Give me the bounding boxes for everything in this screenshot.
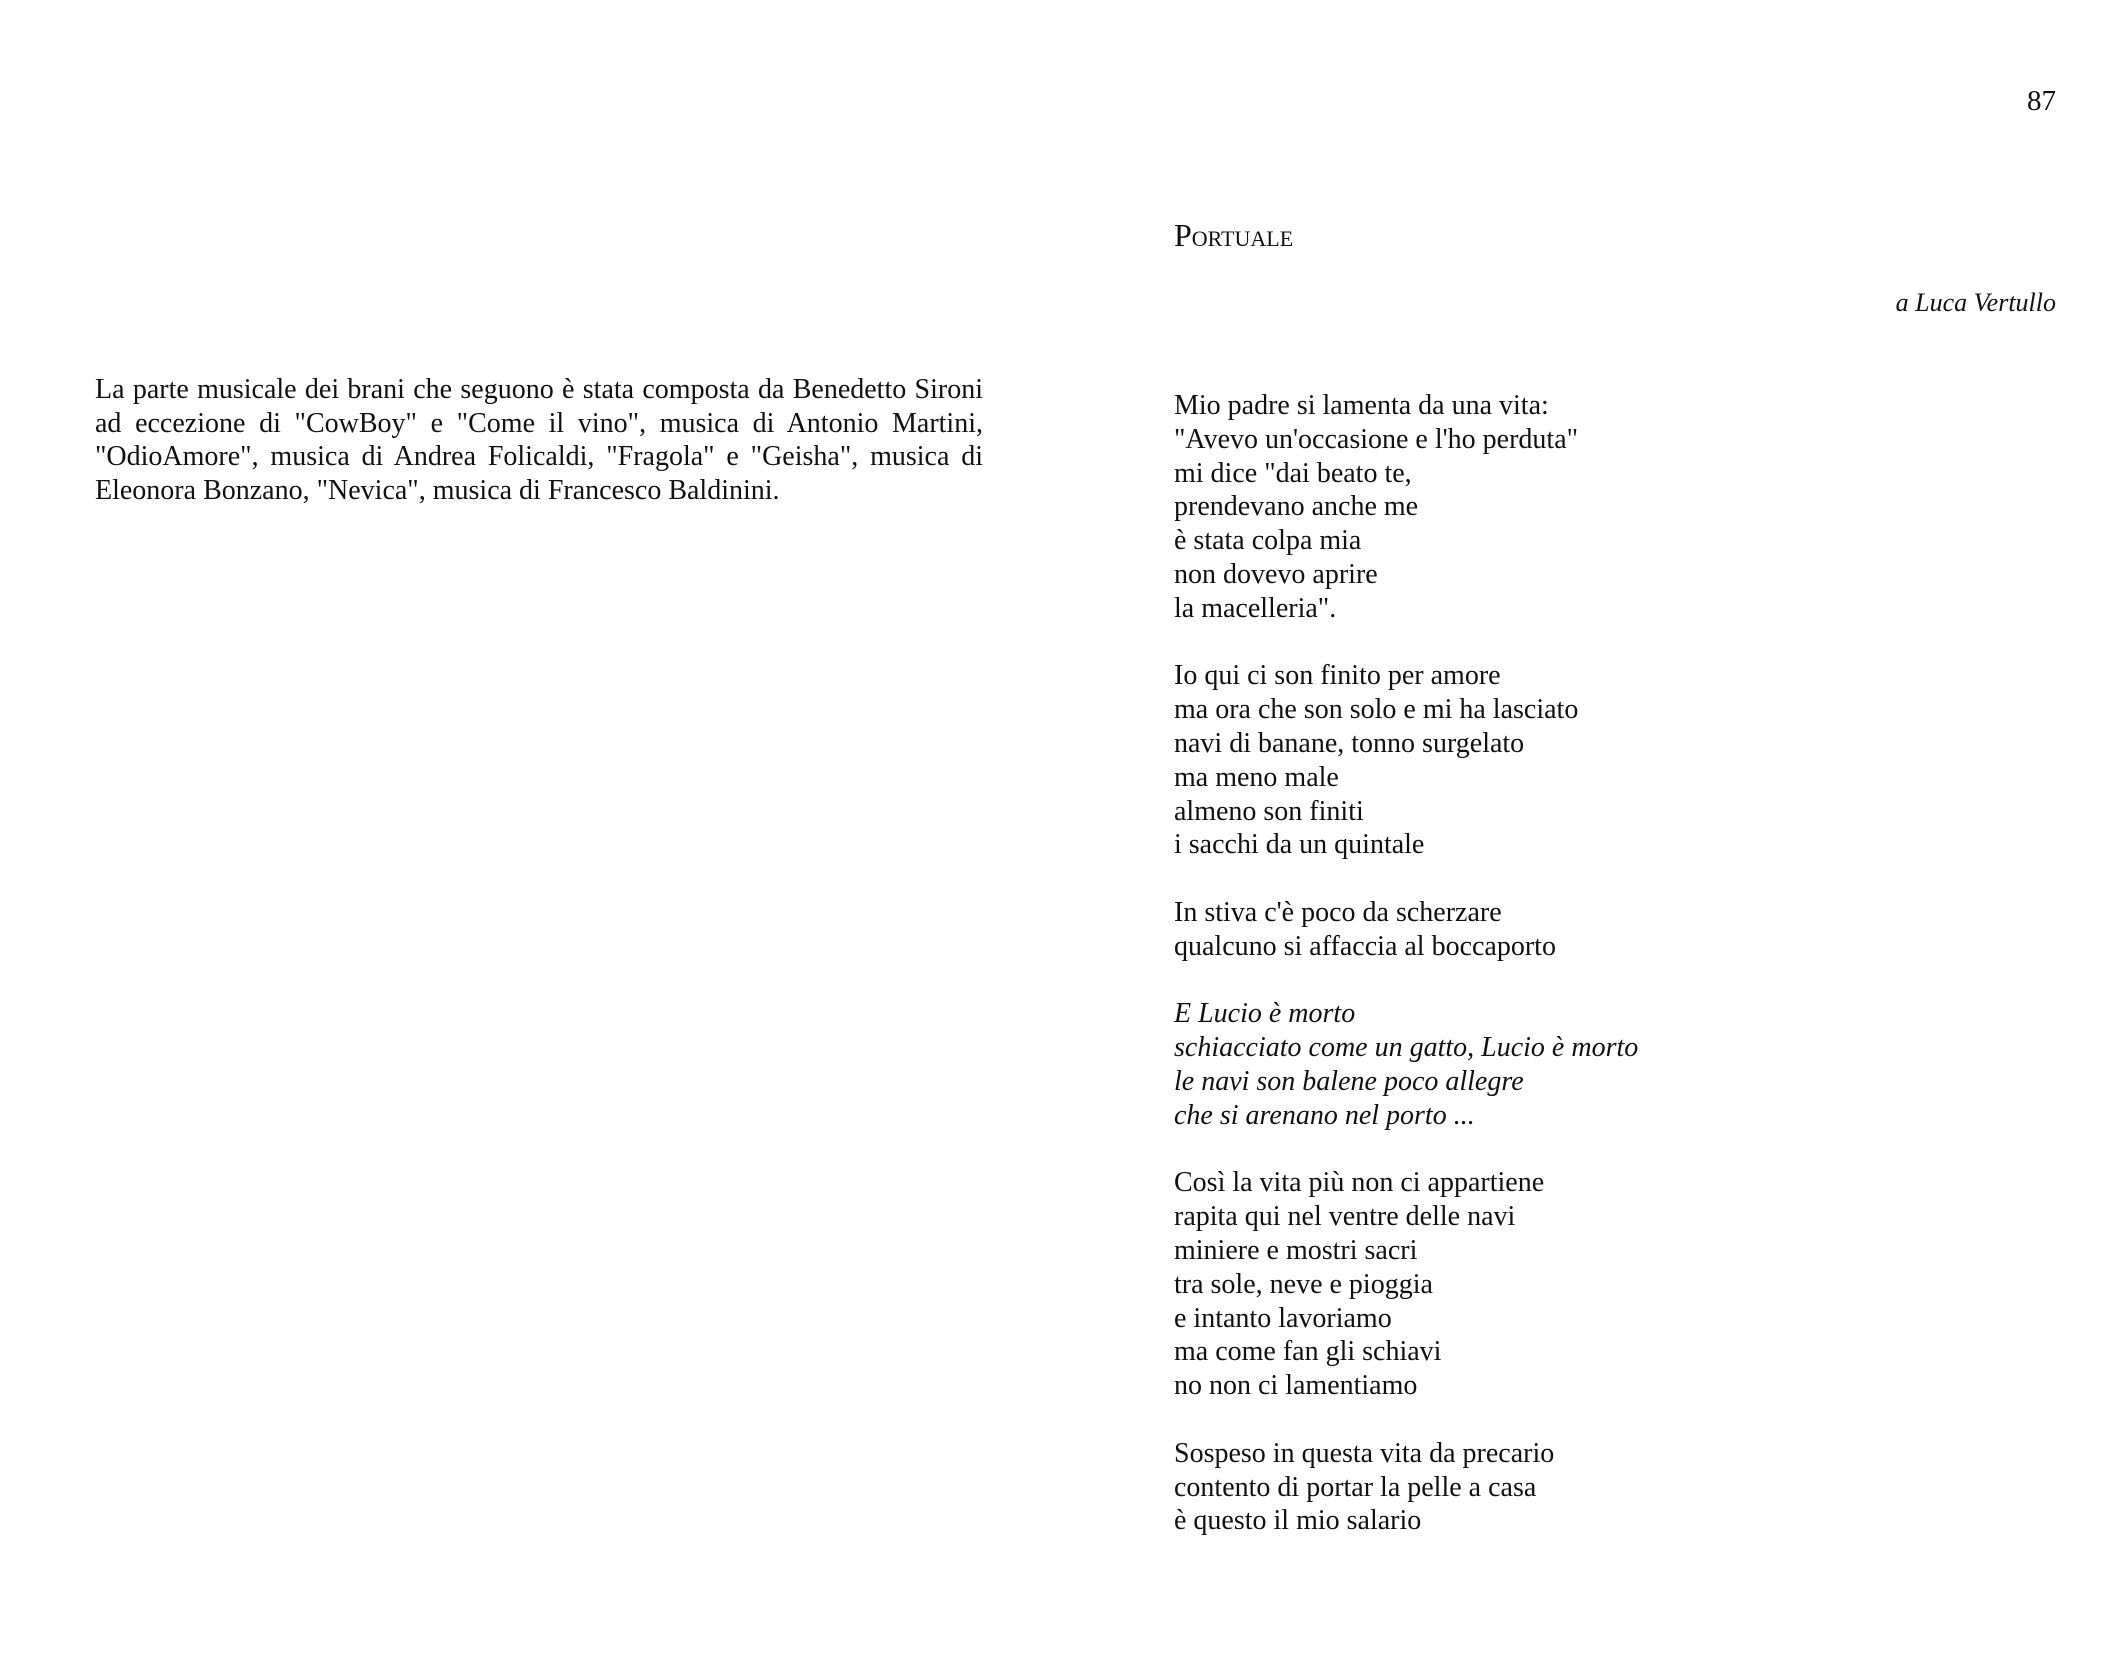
poem-title: Portuale [1174, 217, 1294, 253]
poem-line: non dovevo aprire [1174, 558, 1378, 590]
poem-line: la macelleria". [1174, 592, 1337, 624]
poem-line: è stata colpa mia [1174, 525, 1362, 557]
poem-line: "Avevo un'occasione e l'ho perduta" [1174, 423, 1579, 455]
poem-line: tra sole, neve e pioggia [1174, 1268, 1433, 1300]
poem-line: schiacciato come un gatto, Lucio è morto [1174, 1032, 1639, 1064]
poem-line: prendevano anche me [1174, 491, 1419, 523]
poem-line: i sacchi da un quintale [1174, 829, 1425, 861]
poem-line: no non ci lamentiamo [1174, 1370, 1418, 1402]
stanza-4-refrain [1174, 997, 2054, 1132]
poem-line: contento di portar la pelle a casa [1174, 1471, 1537, 1503]
poem-line: è questo il mio salario [1174, 1505, 1422, 1537]
poem-line: Mio padre si lamenta da una vita: [1174, 390, 1549, 421]
poem-line: navi di banane, tonno surgelato [1174, 727, 1525, 759]
page-number: 87 [2027, 85, 2056, 117]
stanza-3 [1174, 896, 2054, 964]
poem-line: mi dice "dai beato te, [1174, 457, 1412, 489]
poem-line: qualcuno si affaccia al boccaporto [1174, 930, 1556, 962]
poem-line: Sospeso in questa vita da precario [1174, 1437, 1555, 1469]
poem-line: ma come fan gli schiavi [1174, 1336, 1442, 1368]
poem-line: rapita qui nel ventre delle navi [1174, 1201, 1516, 1233]
poem-line: che si arenano nel porto ... [1174, 1099, 1475, 1131]
poem-line: ma ora che son solo e mi ha lasciato [1174, 694, 1579, 726]
poem-line: E Lucio è morto [1174, 998, 1356, 1030]
poem-body [1174, 389, 2054, 1538]
stanza-5 [1174, 1166, 2054, 1403]
stanza-2 [1174, 659, 2054, 862]
poem-line: almeno son finiti [1174, 795, 1364, 827]
poem-line: Così la vita più non ci appartiene [1174, 1167, 1545, 1199]
intro-note: La parte musicale dei brani che seguono è stata composta da Benedetto Sironi ad eccezione di "CowBoy" e "Come il vino", musica di Antonio Martini, "OdioAmore", musica di Andrea Folicaldi, "Fragola" e "Geisha", musica di Eleonora Bonzano, "Nevica", musica di Francesco Baldinini. [95, 374, 983, 506]
poem-line: In stiva c'è poco da scherzare [1174, 896, 1502, 928]
poem-line: le navi son balene poco allegre [1174, 1065, 1524, 1097]
poem-line: ma meno male [1174, 761, 1339, 793]
stanza-1 [1174, 389, 2054, 626]
poem-line: Io qui ci son finito per amore [1174, 660, 1501, 692]
dedication: a Luca Vertullo [1895, 288, 2056, 317]
poem-line: miniere e mostri sacri [1174, 1234, 1418, 1266]
poem-line: e intanto lavoriamo [1174, 1302, 1392, 1334]
stanza-6 [1174, 1437, 2054, 1538]
